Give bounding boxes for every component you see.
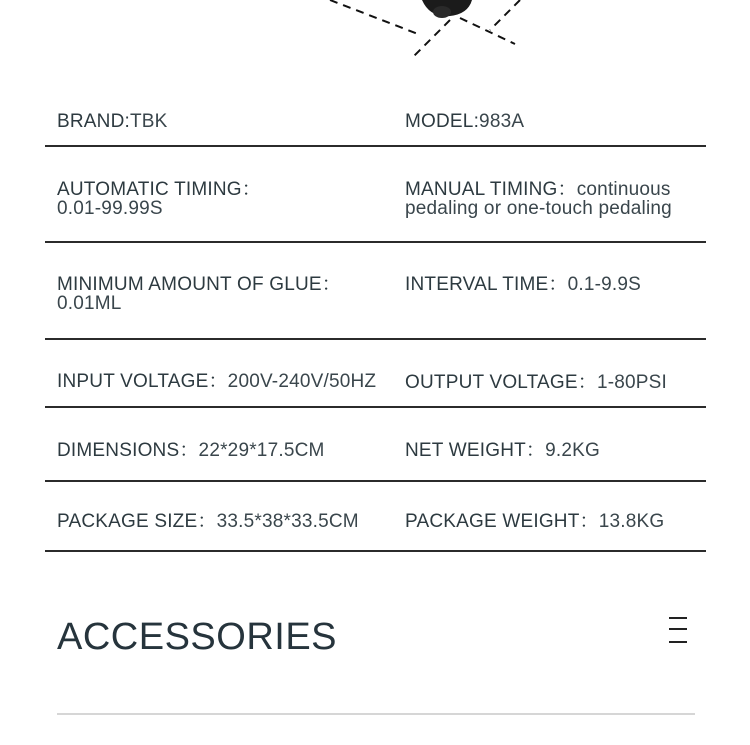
spec-automatic-timing — [57, 180, 392, 218]
menu-icon[interactable] — [666, 616, 690, 644]
spec-dimensions — [57, 441, 392, 460]
spec-value: continuous pedaling or one-touch pedaling — [405, 179, 672, 219]
spec-label: MINIMUM AMOUNT OF GLUE： — [57, 274, 341, 295]
spec-label: AUTOMATIC TIMING： — [57, 179, 261, 200]
spec-row — [45, 147, 706, 243]
spec-row — [45, 340, 706, 408]
spec-label: PACKAGE WEIGHT： — [405, 511, 599, 532]
spec-manual-timing — [405, 180, 705, 218]
spec-value: 0.01-99.99S — [57, 198, 163, 219]
spec-value: 200V-240V/50HZ — [227, 371, 377, 392]
spec-interval-time — [405, 275, 705, 294]
spec-row — [45, 482, 706, 552]
spec-brand — [57, 112, 392, 131]
spec-value: 1-80PSI — [596, 372, 668, 393]
spec-package-weight — [405, 512, 705, 531]
spec-value: 33.5*38*33.5CM — [216, 511, 359, 532]
section-divider — [57, 713, 695, 715]
spec-value: 983A — [479, 111, 525, 132]
spec-row — [45, 243, 706, 340]
spec-value: 13.8KG — [598, 511, 665, 532]
spec-label: BRAND: — [57, 111, 130, 132]
spec-value: 0.01ML — [57, 293, 122, 314]
spec-package-size — [57, 512, 392, 531]
spec-value: TBK — [130, 111, 168, 132]
spec-label: INTERVAL TIME： — [405, 274, 568, 295]
spec-input-voltage — [57, 372, 392, 391]
spec-row — [45, 408, 706, 482]
spec-label: MODEL: — [405, 111, 480, 132]
spec-value: 22*29*17.5CM — [198, 440, 325, 461]
spec-row — [45, 108, 706, 147]
accessories-heading: ACCESSORIES — [57, 616, 338, 658]
spec-value: 0.1-9.9S — [567, 274, 642, 295]
spec-label: PACKAGE SIZE： — [57, 511, 217, 532]
spec-model — [405, 112, 705, 131]
spec-label: OUTPUT VOLTAGE： — [405, 372, 597, 393]
spec-label: DIMENSIONS： — [57, 440, 199, 461]
spec-label: MANUAL TIMING： — [405, 179, 577, 200]
product-illustration — [300, 0, 540, 62]
spec-minimum-glue — [57, 275, 392, 313]
spec-label: NET WEIGHT： — [405, 440, 546, 461]
spec-net-weight — [405, 441, 705, 460]
spec-output-voltage — [405, 373, 705, 392]
spec-value: 9.2KG — [545, 440, 601, 461]
spec-label: INPUT VOLTAGE： — [57, 371, 228, 392]
